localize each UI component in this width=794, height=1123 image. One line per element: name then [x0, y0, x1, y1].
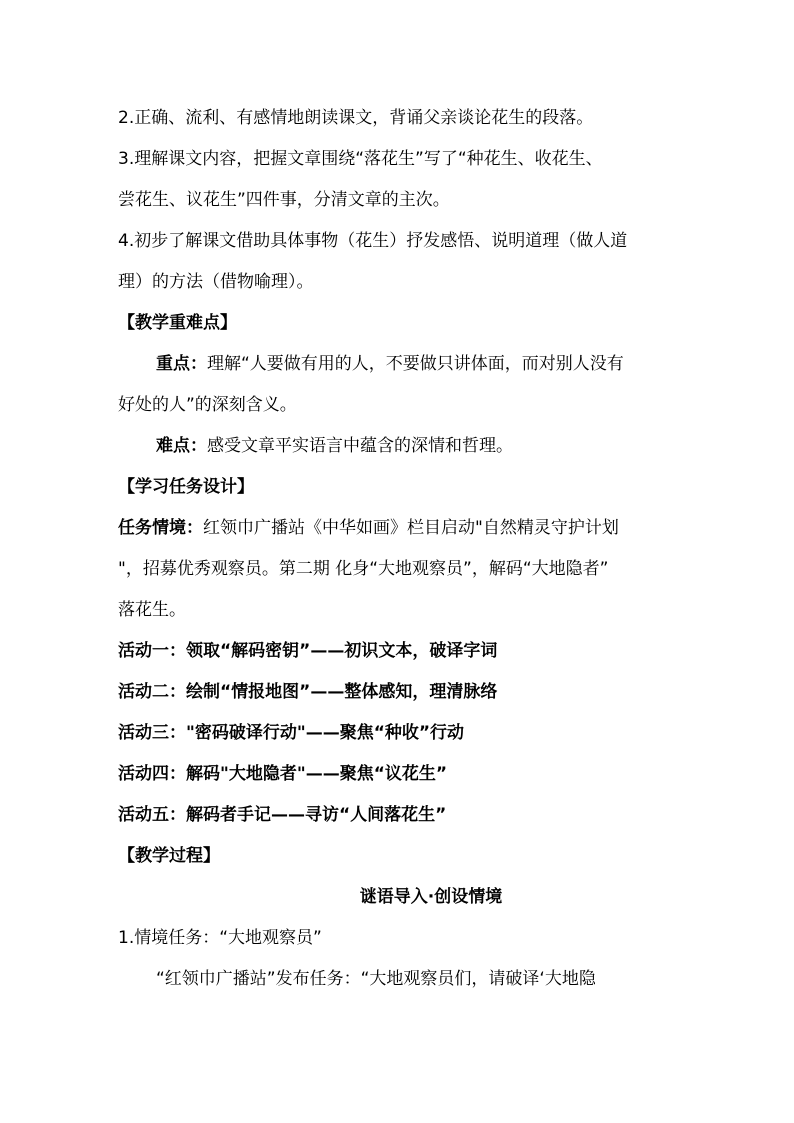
objective-item-4-line-1: 4.初步了解课文借助具体事物（花生）抒发感悟、说明道理（做人道 [118, 231, 628, 251]
activity-1: 活动一：领取“解码密钥”——初识文本，破译字词 [118, 641, 498, 661]
objective-item-2: 2.正确、流利、有感情地朗读课文，背诵父亲谈论花生的段落。 [118, 108, 594, 128]
scenario-line-2: "，招募优秀观察员。第二期 化身“大地观察员”，解码“大地隐者” [118, 559, 609, 579]
difficulty-paragraph [118, 426, 684, 467]
focus-text: 理解“人要做有用的人，不要做只讲体面，而对别人没有 [207, 354, 624, 374]
objective-item-3-line-2: 尝花生、议花生”四件事，分清文章的主次。 [118, 190, 450, 210]
difficulty-text: 感受文章平实语言中蕴含的深情和哲理。 [207, 436, 513, 456]
process-heading: 【教学过程】 [118, 846, 220, 866]
key-points-heading: 【教学重难点】 [118, 313, 237, 333]
difficulty-label: 难点： [156, 436, 207, 456]
document-content [118, 98, 684, 1000]
activity-4: 活动四：解码"大地隐者"——聚焦“议花生” [118, 764, 448, 784]
focus-label: 重点： [156, 354, 207, 374]
process-step-1: 1.情境任务：“大地观察员” [118, 928, 322, 948]
objective-item-4-line-2: 理）的方法（借物喻理）。 [118, 272, 314, 292]
scenario-label: 任务情境： [118, 518, 203, 538]
activity-3: 活动三："密码破译行动"——聚焦“种收”行动 [118, 723, 465, 743]
task-design-heading: 【学习任务设计】 [118, 477, 254, 497]
scenario-line-1 [118, 508, 684, 549]
scenario-text: 红领巾广播站《中华如画》栏目启动"自然精灵守护计划 [203, 518, 619, 538]
activity-5: 活动五：解码者手记——寻访“人间落花生” [118, 805, 447, 825]
objective-item-3-line-1: 3.理解课文内容，把握文章围绕“落花生”写了“种花生、收花生、 [118, 149, 603, 169]
scenario-line-3: 落花生。 [118, 600, 186, 620]
focus-paragraph-line-1 [118, 344, 684, 385]
process-step-1-text: “红领巾广播站”发布任务：“大地观察员们，请破译‘大地隐 [156, 969, 596, 989]
focus-paragraph-line-2: 好处的人”的深刻含义。 [118, 395, 297, 415]
section-title: 谜语导入·创设情境 [359, 887, 503, 907]
activity-2: 活动二：绘制“情报地图”——整体感知，理清脉络 [118, 682, 498, 702]
